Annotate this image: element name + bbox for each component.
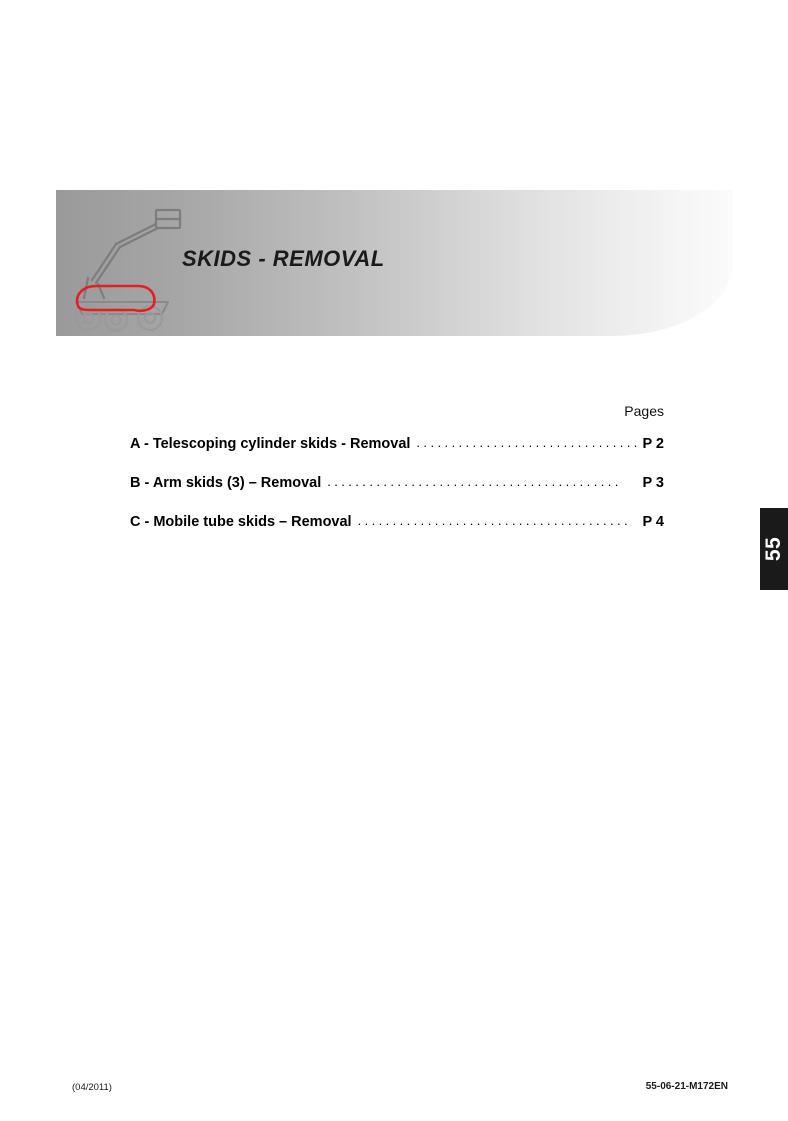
- footer-reference: 55-06-21-M172EN: [645, 1081, 728, 1092]
- toc-entry-leader: ................................: [416, 435, 641, 450]
- toc-entry-leader: ..........................................: [327, 474, 622, 489]
- chapter-tab: [760, 508, 788, 590]
- toc-entry-leader: .......................................: [357, 513, 632, 528]
- table-of-contents: [130, 436, 664, 553]
- footer-date: (04/2011): [72, 1082, 112, 1093]
- page-title: SKIDS - REMOVAL: [182, 246, 385, 271]
- toc-entry-page: P 4: [642, 514, 664, 530]
- pages-column-header: Pages: [624, 403, 664, 419]
- page-header-banner: [56, 190, 732, 336]
- list-item[interactable]: [130, 475, 664, 491]
- list-item[interactable]: [130, 436, 664, 452]
- chapter-number: 55: [762, 536, 785, 562]
- toc-entry-page: P 3: [642, 475, 664, 491]
- list-item[interactable]: [130, 514, 664, 530]
- toc-entry-label: A - Telescoping cylinder skids - Removal: [130, 436, 411, 452]
- toc-entry-label: C - Mobile tube skids – Removal: [130, 514, 352, 530]
- boom-lift-illustration-icon: [64, 194, 194, 334]
- toc-entry-label: B - Arm skids (3) – Removal: [130, 475, 322, 491]
- toc-entry-page: P 2: [642, 436, 664, 452]
